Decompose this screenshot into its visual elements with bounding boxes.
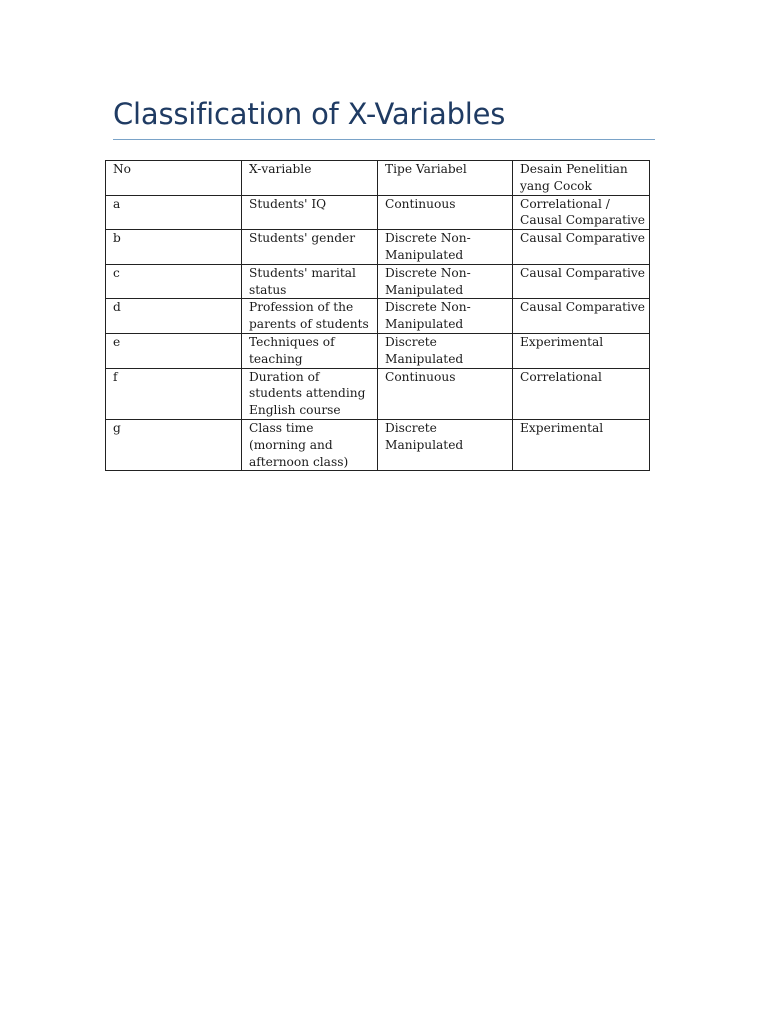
cell-tipe-variabel: Discrete Non-Manipulated xyxy=(378,264,513,299)
table-row xyxy=(106,230,650,265)
cell-desain-penelitian: Correlational / Causal Comparative xyxy=(513,195,650,230)
cell-no: f xyxy=(106,368,242,419)
table-row xyxy=(106,195,650,230)
header-no: No xyxy=(106,161,242,196)
table-row xyxy=(106,299,650,334)
cell-no: a xyxy=(106,195,242,230)
header-desain-penelitian: Desain Penelitian yang Cocok xyxy=(513,161,650,196)
cell-desain-penelitian: Causal Comparative xyxy=(513,264,650,299)
cell-x-variable: Students' gender xyxy=(242,230,378,265)
cell-desain-penelitian: Causal Comparative xyxy=(513,299,650,334)
cell-no: d xyxy=(106,299,242,334)
table-header-row xyxy=(106,161,650,196)
cell-tipe-variabel: Discrete Non-Manipulated xyxy=(378,299,513,334)
cell-x-variable: Techniques of teaching xyxy=(242,333,378,368)
cell-no: g xyxy=(106,419,242,470)
cell-x-variable: Students' IQ xyxy=(242,195,378,230)
cell-no: c xyxy=(106,264,242,299)
cell-tipe-variabel: Discrete Manipulated xyxy=(378,333,513,368)
page-title: Classification of X-Variables xyxy=(113,97,506,131)
cell-x-variable: Students' marital status xyxy=(242,264,378,299)
cell-no: e xyxy=(106,333,242,368)
cell-desain-penelitian: Correlational xyxy=(513,368,650,419)
table-row xyxy=(106,264,650,299)
table-row xyxy=(106,419,650,470)
cell-desain-penelitian: Experimental xyxy=(513,333,650,368)
cell-x-variable: Duration of students attending English course xyxy=(242,368,378,419)
cell-tipe-variabel: Discrete Manipulated xyxy=(378,419,513,470)
cell-desain-penelitian: Experimental xyxy=(513,419,650,470)
cell-tipe-variabel: Continuous xyxy=(378,368,513,419)
cell-x-variable: Class time (morning and afternoon class) xyxy=(242,419,378,470)
table-row xyxy=(106,368,650,419)
cell-tipe-variabel: Discrete Non-Manipulated xyxy=(378,230,513,265)
title-underline xyxy=(113,139,655,140)
cell-tipe-variabel: Continuous xyxy=(378,195,513,230)
header-x-variable: X-variable xyxy=(242,161,378,196)
cell-x-variable: Profession of the parents of students xyxy=(242,299,378,334)
header-tipe-variabel: Tipe Variabel xyxy=(378,161,513,196)
cell-desain-penelitian: Causal Comparative xyxy=(513,230,650,265)
table-row xyxy=(106,333,650,368)
classification-table xyxy=(105,160,650,471)
cell-no: b xyxy=(106,230,242,265)
